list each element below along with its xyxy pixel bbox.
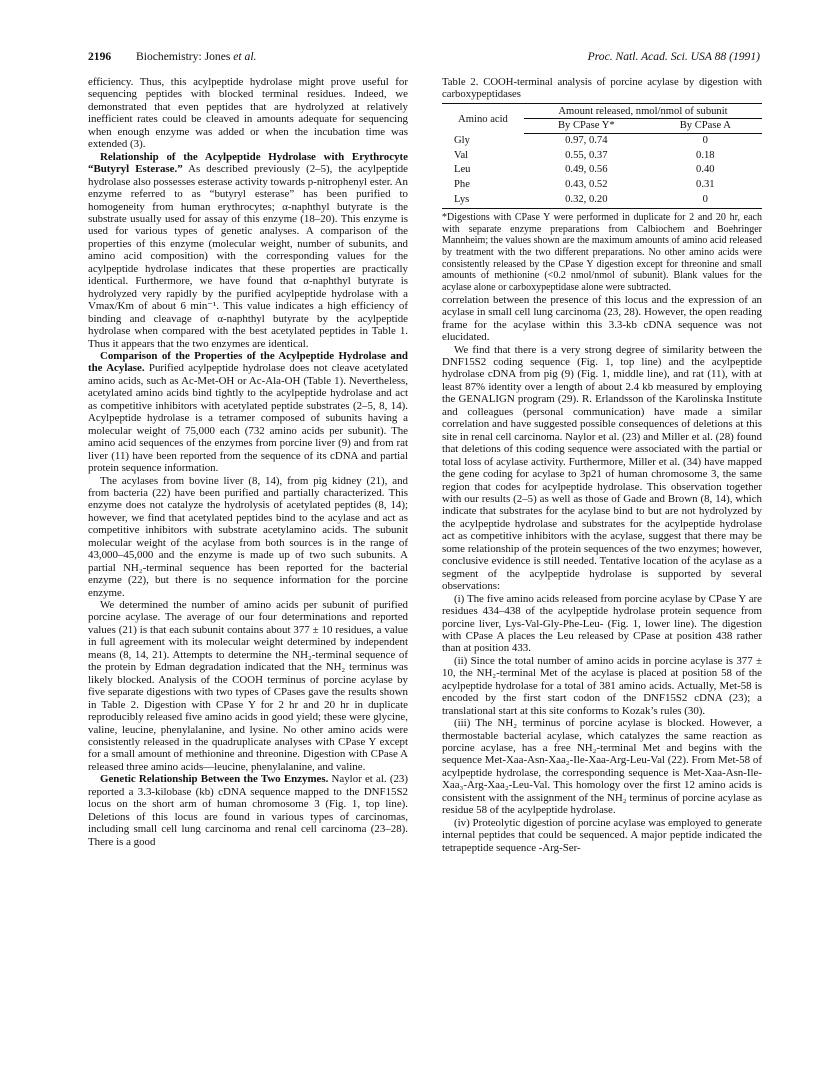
- right-column: [442, 76, 762, 854]
- running-title-left: Biochemistry: Jones et al.: [136, 50, 257, 63]
- table-2: [442, 103, 762, 212]
- col-amino-acid: Amino acid: [458, 113, 508, 125]
- section-heading: Relationship of the Acylpeptide Hydrolase with Erythrocyte “Butyryl Esterase.”: [88, 150, 408, 176]
- right-paragraph: (ii) Since the total number of amino acids in porcine acylase is 377 ± 10, the NH₂-terminal Met of the acylase is placed at position 58 of the acylpeptide hydrolase for a total of 381 amino acids. Actually, Met-58 is encoded by the first start codon of the DNF15S2 cDNA (23); a translational start at this site conforms to Kozak’s rules (30).: [442, 654, 762, 717]
- col-cpase-y: By CPase Y*: [524, 118, 649, 133]
- amino-acid-cell: Phe: [454, 179, 470, 191]
- paragraph-text: Naylor et al. (23) reported a 3.3-kilobase (kb) cDNA sequence mapped to the DNF15S2 locus on the short arm of human chromosome 3 (Fig. 1, top line). Deletions of this locus are found in various types of carcinomas, including small cell lung carcinoma and renal cell carcinoma (23–28). There is a good: [88, 773, 408, 848]
- cpase-y-cell: 0.49, 0.56: [565, 164, 608, 176]
- table-row: [442, 163, 762, 178]
- table-row: [442, 178, 762, 193]
- left-paragraph: The acylases from bovine liver (8, 14), from pig kidney (21), and from bacteria (22) have been purified and partially characterized. This enzyme does not catalyze the hydrolysis of acetylated peptides (8, 14); however, we find that acetylated peptides bind to the acylase and act as competitive inhibitors with substrate acetylamino acids. The subunit molecular weight of the acylase from both sources is in the range of 43,000–45,000 and the enzyme is made up of two such subunits. A partial NH₂-terminal sequence has been reported for the bacterial enzyme (22), but there is no sequence information for the porcine enzyme.: [88, 474, 408, 599]
- cpase-y-cell: 0.43, 0.52: [565, 179, 608, 191]
- journal-citation: Proc. Natl. Acad. Sci. USA 88 (1991): [587, 50, 760, 63]
- running-header: [88, 50, 760, 66]
- left-paragraph: [88, 350, 408, 475]
- cpase-a-cell: 0: [702, 194, 708, 205]
- col-cpase-a: By CPase A: [649, 118, 762, 133]
- right-paragraph: We find that there is a very strong degree of similarity between the DNF15S2 coding sequence (Fig. 1, top line) and the acylpeptide hydrolase cDNA from pig (9) (Fig. 1, middle line), and rat (11), with at least 87% identity over a length of about 2.4 kb measured by employing the GENALIGN program (29). R. Erlandsson of the Karolinska Institute and colleagues (personal communication) have made a similar correlation and have suggested possible consequences of deletions at this site in renal cell carcinoma. Naylor et al. (23) and Miller et al. (28) found that deletions of this coding sequence were associated with the partial or total loss of acylase activity. Furthermore, Miller et al. (34) have mapped the gene coding for acylase to 3p21 of human chromosome 3, the same region that codes for acylpeptide hydrolase. This observation together with our results (2–5) as well as those of Gade and Brown (8, 14), which indicate that substrates for the acylase bind to but are not hydrolyzed by the acylpeptide hydrolase and substrates for the acylpeptide hydrolase act as competitive inhibitors with the acylase, suggest that there may be some relationship of the protein sequences of the two enzymes; however, conclusive evidence is still needed. Tentative location of the acylase as a segment of the acylpeptide hydrolase is supported by several observations:: [442, 343, 762, 593]
- et-al: et al.: [233, 50, 257, 63]
- table-row: [442, 133, 762, 148]
- table-2-footnote: *Digestions with CPase Y were performed in duplicate for 2 and 20 hr, each with separate enzyme preparations from Calbiochem and Boehringer Mannheim; the values shown are the maximum amounts of amino acid released by treatment with the two different preparations. No other amino acids were consistently released by the CPase Y digestion except for threonine and small amounts of methionine (<0.2 nmol/nmol of subunit). Blank values for the acylase alone or carboxypeptidase alone were subtracted.: [442, 211, 762, 294]
- paragraph-text: Purified acylpeptide hydrolase does not cleave acetylated amino acids, such as Ac-Met-OH or Ac-Ala-OH (Table 1). Nevertheless, acetylated amino acids bind tightly to the acylpeptide hydrolase and act as competitive inhibitors with acetylated peptide substrates (2–5, 8, 14). Acylpeptide hydrolase is a tetramer composed of subunits having a molecular weight of 75,000 each (732 amino acids per subunit). The amino acid sequences of the enzymes from porcine liver (9) and from rat liver (11) have been reported from the sequence of its cDNA and partial protein sequence information.: [88, 362, 408, 475]
- left-paragraph: [88, 151, 408, 350]
- amino-acid-cell: Val: [454, 149, 469, 161]
- right-column-body: [442, 294, 762, 854]
- right-paragraph: (iv) Proteolytic digestion of porcine acylase was employed to generate internal peptides that could be sequenced. A major peptide indicated the tetrapeptide sequence -Arg-Ser-: [442, 816, 762, 854]
- right-paragraph: (iii) The NH₂ terminus of porcine acylase is blocked. However, a thermostable bacterial acylase, which catalyzes the same reaction as porcine acylase, has a free NH₂-terminal Met and begins with the sequence Met-Xaa-Asn-Xaa₂-Ile-Xaa-Arg-Leu-Val (22). From Met-58 of acylpeptide hydrolase, the corresponding sequence is Met-Xaa-Asn-Ile-Xaa₃-Arg-Xaa₂-Leu-Val. This homology over the first 12 amino acids is consistent with the assignment of the NH₂ terminus of porcine acylase as residue 58 of the acylpeptide hydrolase.: [442, 717, 762, 817]
- amino-acid-cell: Leu: [454, 164, 471, 176]
- cpase-y-cell: 0.97, 0.74: [565, 134, 608, 146]
- cpase-a-cell: 0.18: [696, 149, 715, 161]
- left-paragraph: efficiency. Thus, this acylpeptide hydrolase might prove useful for sequencing peptides with blocked terminal residues. Indeed, we demonstrated that even peptides that are hydrolyzed at relatively inefficient rates could be cleaved in amounts adequate for sequencing when enough enzyme was added or when the incubation time was extended (3).: [88, 76, 408, 151]
- right-paragraph: correlation between the presence of this locus and the expression of an acylase in small cell lung carcinoma (23, 28). However, the open reading frame for the acylase within this 3.3-kb cDNA sequence was not elucidated.: [442, 293, 762, 344]
- amount-released-header: Amount released, nmol/nmol of subunit: [524, 106, 762, 119]
- paragraph-text: As described previously (2–5), the acylpeptide hydrolase also possesses esterase activity towards p-nitrophenyl ester. An enzyme referred to as “butyryl esterase” has been purified to homogeneity from human erythrocytes; α-naphthyl butyrate is the substrate usually used for assay of this enzyme (18–20). This enzyme is used for various types of genetic analyses. A comparison of the properties of this enzyme (molecular weight, number of subunits, and amino acid composition) with the corresponding values for the acylpeptide hydrolase indicates that these properties are practically identical. Furthermore, we have found that α-naphthyl butyrate is hydrolyzed very rapidly by the purified acylpeptide hydrolase with a Vmax/Km of about 6 min⁻¹. This value indicates a high efficiency of binding and cleavage of α-naphthyl butyrate by the acylpeptide hydrolase when compared with the best acetylated peptides in Table 1. Thus it appears that the two enzymes are identical.: [88, 163, 408, 350]
- cpase-a-cell: 0: [702, 134, 708, 146]
- left-paragraph: [88, 773, 408, 848]
- amino-acid-cell: Gly: [454, 134, 470, 146]
- section-heading: Comparison of the Properties of the Acylpeptide Hydrolase and the Acylase.: [88, 349, 408, 375]
- left-column: [88, 76, 408, 848]
- table-2-caption: Table 2. COOH-terminal analysis of porcine acylase by digestion with carboxypeptidases: [442, 76, 762, 101]
- amino-acid-cell: Lys: [454, 194, 470, 205]
- section-heading: Genetic Relationship Between the Two Enzymes.: [100, 773, 329, 786]
- page-number: 2196: [88, 50, 112, 63]
- right-paragraph: (i) The five amino acids released from porcine acylase by CPase Y are residues 434–438 of the acylpeptide hydrolase protein sequence from porcine liver, Lys-Val-Gly-Phe-Leu- (Fig. 1, lower line). The digestion with CPase A places the Leu released by CPase at position 438 rather than at position 433.: [442, 592, 762, 655]
- left-paragraph: We determined the number of amino acids per subunit of purified porcine acylase. The average of our four determinations and reported values (21) is that each subunit contains about 377 ± 10 residues, a value in full agreement with its molecular weight determined by independent means (8, 14, 21). Attempts to determine the NH₂-terminal sequence of the protein by Edman degradation indicated that the NH₂ terminus was likely blocked. Analysis of the COOH terminus of porcine acylase by five separate digestions with two types of CPases gave the results shown in Table 2. Digestion with CPase Y for 2 hr and 20 hr in duplicate reproducibly released five amino acids in good yield; these were glycine, valine, leucine, phenylalanine, and lysine. No other amino acids were consistently released in the quadruplicate analyses with CPase Y except for a small amount of methionine and threonine. Digestion with CPase A released three amino acids—leucine, phenylalanine, and valine.: [88, 599, 408, 773]
- table-row: [442, 193, 762, 208]
- cpase-y-cell: 0.55, 0.37: [565, 149, 608, 161]
- cpase-a-cell: 0.40: [696, 164, 715, 176]
- cpase-y-cell: 0.32, 0.20: [565, 194, 608, 205]
- table-row: [442, 149, 762, 164]
- cpase-a-cell: 0.31: [696, 179, 715, 191]
